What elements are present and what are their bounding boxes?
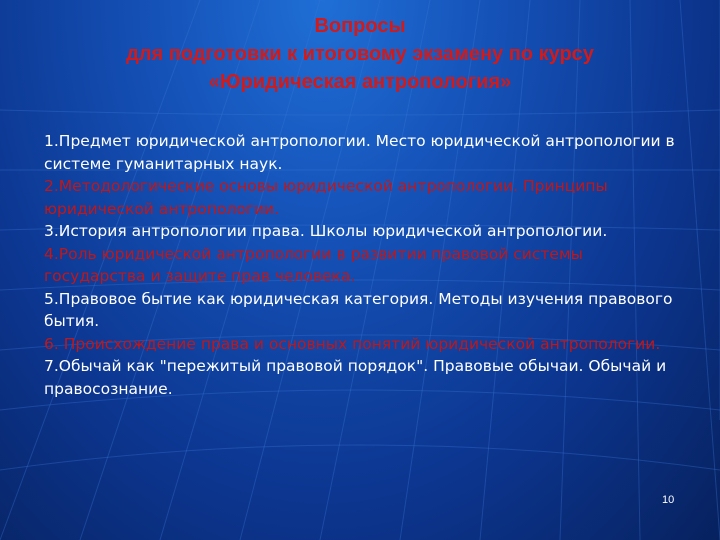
question-item: 2.Методологические основы юридической антропологии. Принципы юридической антропологии.: [44, 177, 608, 218]
question-item: 6. Происхождение права и основных понятий юридической антропологии.: [44, 334, 661, 353]
question-item: 3.История антропологии права. Школы юридической антропологии.: [44, 222, 608, 240]
question-item: 7.Обычай как "пережитый правовой порядок". Правовые обычаи. Обычай и правосознание.: [44, 357, 667, 398]
page-number: 10: [662, 494, 675, 506]
question-item: 4.Роль юридической антропологии в развитии правовой системы государства и защите прав человека.: [44, 244, 583, 285]
question-item: 5.Правовое бытие как юридическая категория. Методы изучения правового бытия.: [44, 289, 673, 330]
slide-title: [60, 12, 660, 96]
question-list: [44, 130, 684, 400]
slide-title-line: для подготовки к итоговому экзамену по курсу: [126, 43, 594, 65]
question-item: 1.Предмет юридической антропологии. Место юридической антропологии в системе гуманитарных наук.: [44, 132, 675, 173]
slide-title-line: Вопросы: [314, 15, 406, 37]
slide-title-line: «Юридическая антропология»: [208, 71, 512, 93]
